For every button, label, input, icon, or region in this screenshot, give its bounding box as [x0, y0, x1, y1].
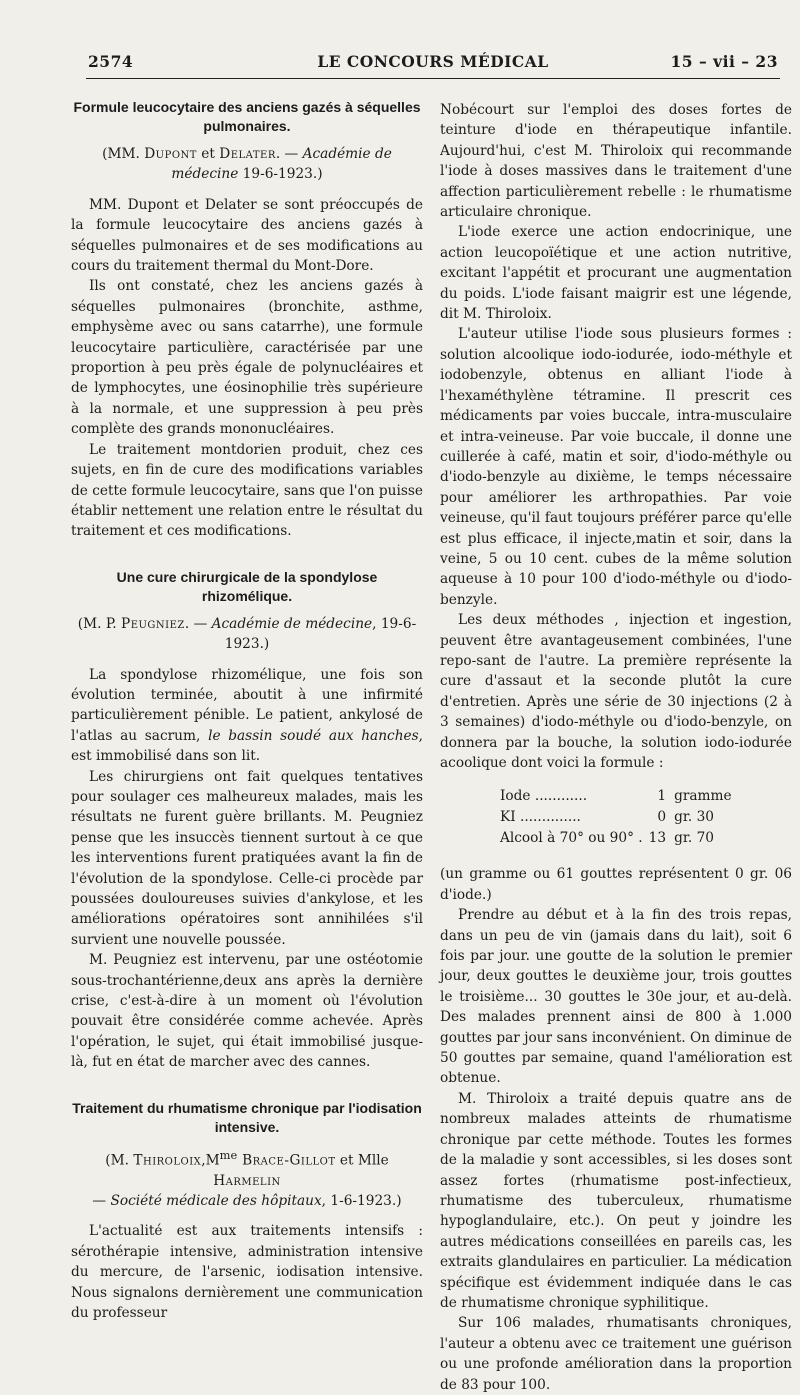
author-name: Harmelin	[213, 1172, 281, 1189]
formula-row: Iode ............ 1 gramme	[500, 788, 732, 805]
author-name: Brace-Gillot	[237, 1152, 336, 1169]
page-number: 2574	[88, 52, 134, 71]
paragraph: La spondylose rhizomélique, une fois son évolution terminée, aboutit à une infirmité particulièrement pénible. Le patient, ankylosé de l'atlas au sacrum, le bassin soudé aux hanches, est immobilisé dans son lit.	[71, 666, 423, 765]
article-source-gazes: (MM. Dupont et Delater. — Académie de médecine 19-6-1923.)	[102, 146, 392, 183]
source-venue: Académie de médecine	[171, 146, 392, 183]
article-source-rhumatisme: (M. $Thiroloix,M^{me}$ Brace-Gillot et Mlle Harmelin — Société médicale des hôpitaux, 1-6-1923.)	[92, 1147, 402, 1210]
running-header	[88, 52, 778, 78]
source-venue: Académie de médecine	[211, 615, 373, 632]
formula-row: Alcool à 70° ou 90° . 13 gr. 70	[500, 830, 714, 847]
paragraph: Les deux méthodes , injection et ingestion, peuvent être avantageusement combinées, l'une repo-sant de l'autre. La première représente la cure d'assaut et la seconde plutôt la cure d'entretien. Après une série de 30 injections (2 à 3 semaines) d'iodo-méthyle ou d'iodo-benzyle, on donnera par la bouche, la solution iodo-iodurée acoolique dont voici la formule :	[440, 612, 792, 771]
journal-title: LE CONCOURS MÉDICAL	[317, 52, 549, 71]
right-column	[440, 100, 792, 1395]
article-title-gazes: Formule leucocytaire des anciens gazés à séquelles pulmonaires.	[73, 99, 421, 134]
paragraph: M. Thiroloix a traité depuis quatre ans de nombreux malades atteints de rhumatisme chronique par cette méthode. Toutes les formes de la maladie y sont accessibles, si les doses sont assez fortes (rhumatisme post-infectieux, rhumatisme des tuberculeux, rhumatisme hypoglandulaire, etc.). On peut y joindre les autres médications conseillées en pareils cas, les extraits glandulaires en particulier. La médication spécifique est évidemment indiquée dans le cas de rhumatisme chronique syphilitique.	[440, 1090, 792, 1311]
paragraph: Les chirurgiens ont fait quelques tentatives pour soulager ces malheureux malades, mais les résultats ne furent guère brillants. M. Peugniez pense que les insuccès tiennent surtout à ce que les interventions furent pratiquées avant la fin de l'évolution de la spondylose. Celle-ci procède par poussées douloureuses suivies d'ankylose, et les améliorations opératoires sont annihilées s'il survient une nouvelle poussée.	[71, 768, 423, 948]
author-name: Dupont	[144, 146, 197, 162]
paragraph: MM. Dupont et Delater se sont préoccupés de la formule leucocytaire des anciens gazés à séquelles pulmonaires et de ses modifications au cours du traitement thermal du Mont-Dore.	[71, 196, 423, 275]
source-venue: Société médicale des hôpitaux	[110, 1193, 322, 1210]
formula-row: KI .............. 0 gr. 30	[500, 809, 714, 826]
article-source-spondylose: (M. P. Peugniez. — Académie de médecine, 19-6-1923.)	[77, 615, 417, 653]
paragraph: Le traitement montdorien produit, chez ces sujets, en fin de cure des modifications variables de cette formule leucocytaire, sans que l'on puisse établir nettement une relation entre le résultat du traitement et ces modifications.	[71, 441, 423, 540]
header-rule	[86, 78, 780, 79]
paragraph: Nobécourt sur l'emploi des doses fortes de teinture d'iode en thérapeutique infantile. Aujourd'hui, c'est M. Thiroloix qui recommande l'iode à doses massives dans le traitement d'une affection particulièrement rebelle : le rhumatisme articulaire chronique.	[440, 102, 792, 221]
paragraph: Ils ont constaté, chez les anciens gazés à séquelles pulmonaires (bronchite, asthme, emphysème avec ou sans catarrhe), une formule leucocytaire particulière, caractérisée par une proportion à peu près égale de polynucléaires et de lymphocytes, une éosinophilie très supérieure à la normale, et une suppression à peu près complète des grands mononucléaires.	[71, 278, 423, 438]
author-name: Delater	[219, 146, 276, 162]
paragraph: Sur 106 malades, rhumatisants chroniques, l'auteur a obtenu avec ce traitement une guérison ou une profonde amélioration dans la proportion de 83 pour 100.	[440, 1315, 792, 1393]
article-title-spondylose: Une cure chirurgicale de la spondylose rhizomélique.	[116, 568, 378, 604]
iodine-formula-table	[500, 787, 732, 850]
paragraph: Prendre au début et à la fin des trois repas, dans un peu de vin (jamais dans du lait), soit 6 fois par jour. une goutte de la solution le premier jour, deux gouttes le deuxième jour, trois gouttes le troisième... 30 gouttes le 30e jour, et au-delà. Des malades prennent ainsi de 800 à 1.000 gouttes par jour sans inconvénient. On diminue de 50 gouttes par semaine, quand l'amélioration est obtenue.	[440, 907, 792, 1087]
author-name: Thiroloix	[133, 1152, 202, 1169]
article-title-rhumatisme: Traitement du rhumatisme chronique par l'iodisation intensive.	[72, 1099, 422, 1135]
paragraph: (un gramme ou 61 gouttes représentent 0 gr. 06 d'iode.)	[440, 866, 792, 903]
paragraph: L'iode exerce une action endocrinique, une action leucopoïétique et une action nutritive, excitant l'appétit et procurant une augmentation du poids. L'iode faisant maigrir est une légende, dit M. Thiroloix.	[440, 224, 792, 323]
paragraph: M. Peugniez est intervenu, par une ostéotomie sous-trochantérienne,deux ans après la dernière crise, c'est-à-dire à un moment où l'évolution pouvait être considérée comme achevée. Après l'opération, le sujet, qui était immobilisé jusque-là, fut en état de marcher avec des cannes.	[71, 952, 423, 1071]
author-name: Peugniez	[121, 615, 185, 632]
paragraph: L'auteur utilise l'iode sous plusieurs formes : solution alcoolique iodo-iodurée, iodo-méthyle et iodobenzyle, obtenus en alliant l'iode à l'hexaméthylène tétramine. Il prescrit ces médicaments par voies buccale, intra-musculaire et intra-veineuse. Par voie buccale, il donne une cuillerée à café, matin et soir, d'iodo-méthyle ou d'iodo-benzyle au dixième, le temps nécessaire pour améliorer les arthropathies. Par voie veineuse, qu'il faut toujours préférer parce qu'elle est plus efficace, il injecte,matin et soir, dans la veine, 5 ou 10 cent. cubes de la même solution aqueuse à 10 pour 100 d'iodo-méthyle ou d'iodo-benzyle.	[440, 326, 792, 608]
paragraph: L'actualité est aux traitements intensifs : sérothérapie intensive, administration intensive du mercure, de l'arsenic, iodisation intensive. Nous signalons dernièrement une communication du professeur	[71, 1223, 423, 1322]
issue-date: 15 – vii – 23	[670, 52, 778, 71]
left-column	[71, 98, 423, 1323]
